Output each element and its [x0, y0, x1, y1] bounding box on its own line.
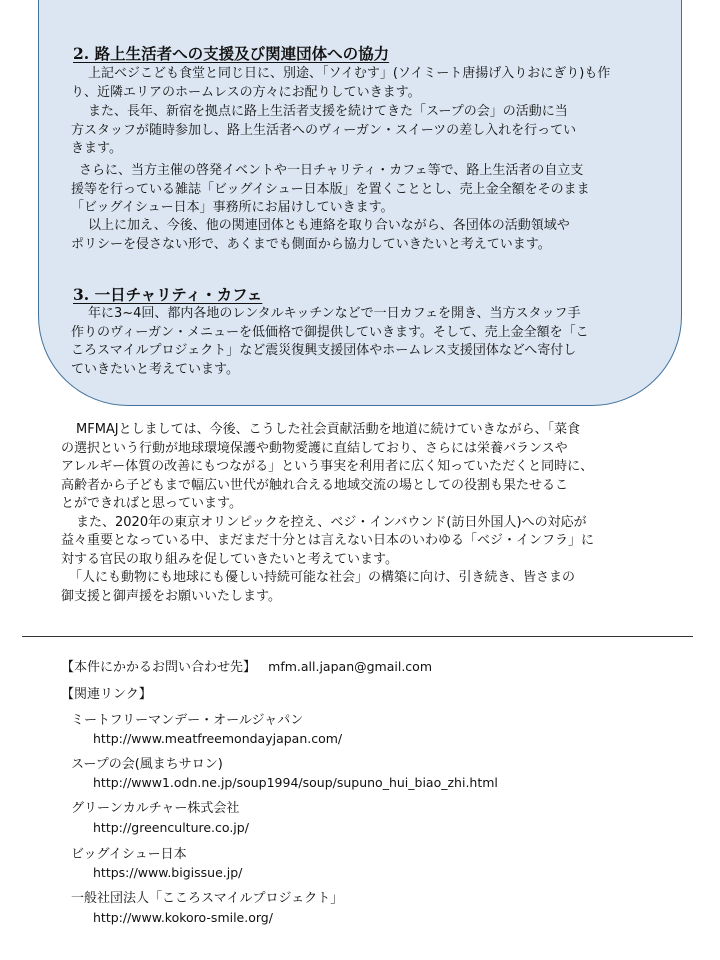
- contact-label: 【本件にかかるお問い合わせ先】: [61, 660, 257, 675]
- text-line: ころスマイルプロジェクト」など震災復興支援団体やホームレス支援団体などへ寄付し: [71, 343, 577, 358]
- text-line: さらに、当方主催の啓発イベントや一日チャリティ・カフェ等で、路上生活者の自立支: [79, 163, 584, 178]
- text-line: 以上に加え、今後、他の関連団体とも連絡を取り合いながら、各団体の活動領域や: [88, 218, 570, 233]
- text-line: 援等を行っている雑誌「ビッグイシュー日本版」を置くこととし、売上金全額をそのまま: [71, 181, 590, 197]
- link-name: ビッグイシュー日本: [71, 847, 187, 862]
- text-line: 対する官民の取り組みを促していきたいと考えています。: [61, 551, 398, 567]
- text-line: り、近隣エリアのホームレスの方々にお配りしていきます。: [71, 84, 421, 100]
- text-line: 高齢者から子どもまで幅広い世代が触れ合える地域交流の場としての役割も果たせるこ: [61, 477, 569, 493]
- text-line: ていきたいと考えています。: [71, 361, 239, 377]
- text-line: 「ビッグイシュー日本」事務所にお届けしていきます。: [71, 200, 394, 215]
- text-line: また、2020年の東京オリンピックを控え、ベジ・インバウンド(訪日外国人)への対応が: [76, 514, 587, 530]
- section-2-paragraph-4: [71, 217, 570, 254]
- text-line: 益々重要となっている中、まだまだ十分とは言えない日本のいわゆる「ベジ・インフラ」に: [61, 533, 595, 548]
- links-label: 【関連リンク】: [61, 687, 152, 702]
- text-line: きます。: [71, 141, 122, 156]
- contact-row: [61, 656, 432, 675]
- divider: [22, 636, 693, 637]
- link-url[interactable]: http://www.meatfreemondayjapan.com/: [93, 731, 343, 746]
- link-name: スープの会(風まちサロン): [71, 757, 223, 772]
- section-2-heading: 2. 路上生活者への支援及び関連団体への協力: [73, 44, 390, 63]
- text-line: の選択という行動が地球環境保護や動物愛護に直結しており、さらには栄養バランスや: [61, 440, 568, 456]
- text-line: アレルギー体質の改善にもつながる」という事実を利用者に広く知っていただくと同時に、: [61, 459, 594, 474]
- section-3-heading: 3. 一日チャリティ・カフェ: [73, 285, 263, 304]
- text-line: MFMAJとしましては、今後、こうした社会貢献活動を地道に続けていきながら、「菜食: [76, 422, 581, 437]
- text-line: 方スタッフが随時参加し、路上生活者へのヴィーガン・スイーツの差し入れを行ってい: [71, 122, 577, 138]
- section-2-paragraph-3: [71, 162, 590, 218]
- closing-paragraph: [61, 421, 594, 606]
- link-url[interactable]: http://www.kokoro-smile.org/: [93, 910, 273, 925]
- contact-email[interactable]: mfm.all.japan@gmail.com: [268, 659, 432, 674]
- section-2-paragraph-1: [71, 65, 610, 102]
- link-name: 一般社団法人「こころスマイルプロジェクト」: [71, 891, 344, 906]
- text-line: 御支援と御声援をお願いいたします。: [61, 588, 281, 604]
- link-url[interactable]: http://greenculture.co.jp/: [93, 820, 249, 835]
- link-url[interactable]: http://www1.odn.ne.jp/soup1994/soup/supuno_hui_biao_zhi.html: [93, 775, 498, 790]
- link-url[interactable]: https://www.bigissue.jp/: [93, 865, 243, 880]
- text-line: 作りのヴィーガン・メニューを低価格で御提供していきます。そして、売上金全額を「こ: [71, 324, 589, 340]
- text-line: 「人にも動物にも地球にも優しい持続可能な社会」の構築に向け、引き続き、皆さまの: [69, 570, 575, 585]
- text-line: とができればと思っています。: [61, 496, 242, 511]
- text-line: ポリシーを侵さない形で、あくまでも側面から協力していきたいと考えています。: [71, 236, 551, 252]
- text-line: 年に3~4回、都内各地のレンタルキッチンなどで一日カフェを開き、当方スタッフ手: [88, 306, 581, 321]
- section-2-paragraph-2: [71, 103, 576, 159]
- text-line: また、長年、新宿を拠点に路上生活者支援を続けてきた「スープの会」の活動に当: [88, 104, 568, 119]
- text-line: 上記ベジこども食堂と同じ日に、別途、「ソイむす」(ソイミート唐揚げ入りおにぎり)も作: [88, 66, 611, 81]
- link-name: ミートフリーマンデー・オールジャパン: [71, 713, 304, 728]
- link-name: グリーンカルチャー株式会社: [71, 801, 240, 816]
- section-3-paragraph: [71, 305, 589, 379]
